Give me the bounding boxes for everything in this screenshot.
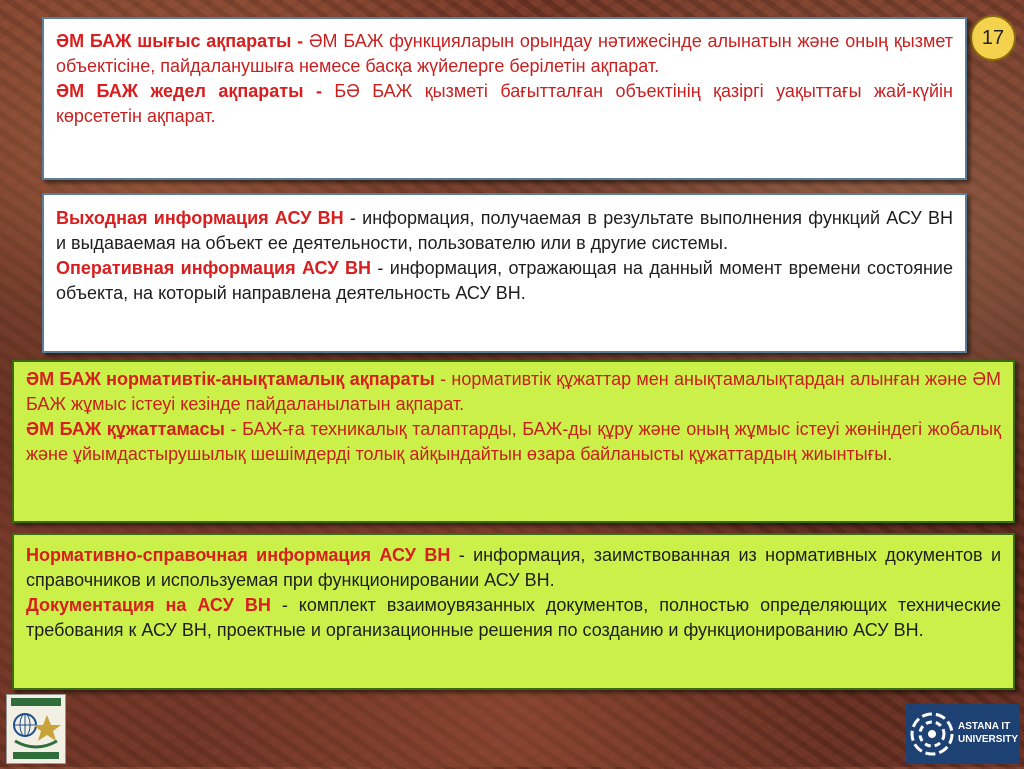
definition-term: Документация на АСУ ВН — [26, 595, 271, 615]
emblem-icon — [7, 695, 65, 763]
kazakh-reference-info-box — [12, 360, 1015, 523]
definition-text: - информация, отражающая на данный момент времени состояние объекта, на который направлена деятельность АСУ ВН. — [56, 258, 953, 303]
definition-term: Нормативно-справочная информация АСУ ВН — [26, 545, 451, 565]
kazakh-output-info-box — [42, 17, 967, 180]
definition-text: - нормативтік құжаттар мен анықтамалықтардан алынған және ӘМ БАЖ жұмыс істеуі кезінде пайдаланылатын ақпарат. — [26, 369, 1002, 414]
definition-paragraph — [56, 206, 953, 256]
university-name: ASTANA IT UNIVERSITY — [958, 721, 1019, 745]
slide-number: 17 — [981, 26, 1005, 49]
definition-paragraph — [56, 256, 953, 306]
definition-text: БӘ БАЖ қызметі бағытталған объектінің қазіргі уақыттағы жай-күйін көрсететін ақпарат. — [56, 81, 953, 126]
slide-number-badge — [970, 15, 1016, 61]
definition-text: ӘМ БАЖ функцияларын орындау нәтижесінде алынатын және оның қызмет объектісіне, пайдаланушыға немесе басқа жүйелерге берілетін ақпарат. — [56, 31, 953, 76]
military-department-logo — [6, 694, 66, 764]
definition-term: Оперативная информация АСУ ВН — [56, 258, 371, 278]
definition-paragraph — [26, 593, 1001, 643]
definition-term: Выходная информация АСУ ВН — [56, 208, 344, 228]
astana-it-university-logo — [906, 704, 1020, 764]
definition-text: - информация, заимствованная из нормативных документов и справочников и используемая при функционировании АСУ ВН. — [26, 545, 1002, 590]
definition-paragraph — [56, 79, 953, 129]
definition-text: - комплект взаимоувязанных документов, полностью определяющих технические требования к АСУ ВН, проектные и организационные решения по созданию и функционированию АСУ ВН. — [26, 595, 1002, 640]
definition-paragraph — [26, 367, 1001, 417]
definition-paragraph — [26, 417, 1001, 467]
definition-term: ӘМ БАЖ нормативтік-анықтамалық ақпараты — [26, 369, 435, 389]
definition-paragraph — [56, 29, 953, 79]
definition-term: ӘМ БАЖ құжаттамасы — [26, 419, 225, 439]
definition-term: ӘМ БАЖ жедел ақпараты - — [56, 81, 322, 101]
definition-paragraph — [26, 543, 1001, 593]
definition-text: - информация, получаемая в результате выполнения функций АСУ ВН и выдаваемая на объект ее деятельности, пользователю или в другие системы. — [56, 208, 953, 253]
definition-text: - БАЖ-ға техникалық талаптарды, БАЖ-ды құру және оның жұмыс істеуі жөніндегі жобалық және ұйымдастырушылық шешімдерді толық айқындайтын өзара байланысты құжаттардың жиынтығы. — [26, 419, 1001, 464]
russian-output-info-box — [42, 193, 967, 353]
definition-term: ӘМ БАЖ шығыс ақпараты - — [56, 31, 304, 51]
russian-reference-info-box — [12, 533, 1015, 690]
university-emblem-icon — [906, 704, 956, 764]
